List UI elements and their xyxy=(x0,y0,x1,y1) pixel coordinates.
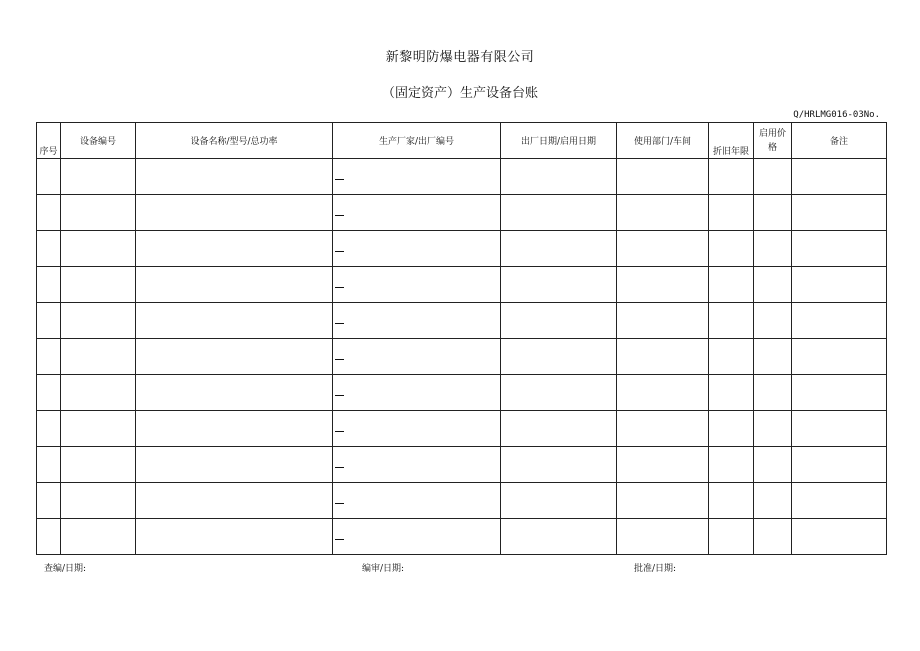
cell-dept xyxy=(617,303,709,339)
cell-dept xyxy=(617,519,709,555)
cell-dept xyxy=(617,447,709,483)
footer-approve-date: 批准/日期: xyxy=(634,564,677,574)
col-header-code: 设备编号 xyxy=(61,123,136,159)
cell-price xyxy=(754,483,792,519)
ledger-title: （固定资产）生产设备台账 xyxy=(381,86,538,101)
cell-name-model xyxy=(136,375,333,411)
col-header-price xyxy=(754,123,792,159)
cell-depreciation xyxy=(709,339,754,375)
cell-name-model xyxy=(136,159,333,195)
cell-maker-serial xyxy=(333,375,501,411)
cell-code xyxy=(61,267,136,303)
cell-dates xyxy=(501,159,617,195)
cell-price xyxy=(754,447,792,483)
cell-remark xyxy=(792,447,887,483)
cell-code xyxy=(61,519,136,555)
cell-dept xyxy=(617,195,709,231)
col-header-depreciation: 折旧年限 xyxy=(709,123,754,159)
cell-dept xyxy=(617,339,709,375)
cell-seq xyxy=(37,519,61,555)
company-name: 新黎明防爆电器有限公司 xyxy=(385,50,535,65)
cell-dept xyxy=(617,375,709,411)
table-row xyxy=(37,195,887,231)
dash-mark xyxy=(335,467,344,469)
dash-mark xyxy=(335,215,344,217)
cell-seq xyxy=(37,159,61,195)
table-row xyxy=(37,375,887,411)
cell-dept xyxy=(617,159,709,195)
col-header-maker-serial: 生产厂家/出厂编号 xyxy=(333,123,501,159)
cell-name-model xyxy=(136,303,333,339)
cell-seq xyxy=(37,375,61,411)
table-row xyxy=(37,519,887,555)
col-header-price-line2: 格 xyxy=(767,142,777,153)
cell-seq xyxy=(37,231,61,267)
cell-maker-serial xyxy=(333,339,501,375)
cell-price xyxy=(754,375,792,411)
cell-depreciation xyxy=(709,195,754,231)
cell-name-model xyxy=(136,483,333,519)
table-row xyxy=(37,267,887,303)
cell-dept xyxy=(617,483,709,519)
cell-price xyxy=(754,411,792,447)
cell-code xyxy=(61,303,136,339)
dash-mark xyxy=(335,395,344,397)
table-row xyxy=(37,231,887,267)
cell-dept xyxy=(617,231,709,267)
cell-code xyxy=(61,159,136,195)
cell-dates xyxy=(501,195,617,231)
cell-price xyxy=(754,231,792,267)
cell-dates xyxy=(501,231,617,267)
footer-check-date: 查编/日期: xyxy=(44,564,87,574)
cell-code xyxy=(61,375,136,411)
cell-price xyxy=(754,519,792,555)
cell-dates xyxy=(501,447,617,483)
cell-name-model xyxy=(136,231,333,267)
cell-depreciation xyxy=(709,519,754,555)
cell-seq xyxy=(37,447,61,483)
cell-maker-serial xyxy=(333,411,501,447)
equipment-ledger-table xyxy=(36,122,887,555)
cell-dates xyxy=(501,483,617,519)
cell-dates xyxy=(501,267,617,303)
cell-name-model xyxy=(136,447,333,483)
cell-maker-serial xyxy=(333,447,501,483)
cell-code xyxy=(61,411,136,447)
col-header-seq: 序号 xyxy=(37,123,61,159)
cell-remark xyxy=(792,159,887,195)
cell-dept xyxy=(617,411,709,447)
cell-depreciation xyxy=(709,483,754,519)
cell-depreciation xyxy=(709,375,754,411)
cell-maker-serial xyxy=(333,195,501,231)
cell-code xyxy=(61,231,136,267)
cell-price xyxy=(754,303,792,339)
cell-name-model xyxy=(136,267,333,303)
col-header-price-line1: 启用价 xyxy=(758,128,786,139)
table-row xyxy=(37,411,887,447)
dash-mark xyxy=(335,287,344,289)
cell-remark xyxy=(792,231,887,267)
col-header-dept: 使用部门/车间 xyxy=(617,123,709,159)
cell-dates xyxy=(501,411,617,447)
cell-dates xyxy=(501,339,617,375)
cell-price xyxy=(754,195,792,231)
cell-dates xyxy=(501,303,617,339)
cell-depreciation xyxy=(709,231,754,267)
cell-maker-serial xyxy=(333,159,501,195)
cell-seq xyxy=(37,339,61,375)
cell-depreciation xyxy=(709,159,754,195)
dash-mark xyxy=(335,359,344,361)
dash-mark xyxy=(335,323,344,325)
cell-price xyxy=(754,339,792,375)
cell-depreciation xyxy=(709,303,754,339)
cell-price xyxy=(754,267,792,303)
cell-code xyxy=(61,483,136,519)
cell-dept xyxy=(617,267,709,303)
cell-maker-serial xyxy=(333,231,501,267)
cell-depreciation xyxy=(709,447,754,483)
cell-remark xyxy=(792,303,887,339)
cell-dates xyxy=(501,375,617,411)
cell-depreciation xyxy=(709,267,754,303)
dash-mark xyxy=(335,251,344,253)
cell-seq xyxy=(37,483,61,519)
cell-code xyxy=(61,447,136,483)
cell-remark xyxy=(792,375,887,411)
col-header-remark: 备注 xyxy=(792,123,887,159)
table-row xyxy=(37,447,887,483)
dash-mark xyxy=(335,503,344,505)
cell-remark xyxy=(792,195,887,231)
cell-name-model xyxy=(136,339,333,375)
dash-mark xyxy=(335,431,344,433)
cell-remark xyxy=(792,267,887,303)
cell-maker-serial xyxy=(333,303,501,339)
cell-code xyxy=(61,195,136,231)
cell-seq xyxy=(37,303,61,339)
cell-name-model xyxy=(136,411,333,447)
footer-compile-date: 编审/日期: xyxy=(362,564,405,574)
table-row xyxy=(37,159,887,195)
cell-seq xyxy=(37,195,61,231)
col-header-dates: 出厂日期/启用日期 xyxy=(501,123,617,159)
cell-remark xyxy=(792,411,887,447)
cell-remark xyxy=(792,483,887,519)
dash-mark xyxy=(335,179,344,181)
cell-price xyxy=(754,159,792,195)
cell-code xyxy=(61,339,136,375)
cell-maker-serial xyxy=(333,483,501,519)
cell-seq xyxy=(37,267,61,303)
cell-name-model xyxy=(136,195,333,231)
cell-dates xyxy=(501,519,617,555)
document-number: Q/HRLMG016-03No. xyxy=(793,110,880,120)
table-header-row xyxy=(37,123,887,159)
cell-name-model xyxy=(136,519,333,555)
cell-maker-serial xyxy=(333,519,501,555)
cell-remark xyxy=(792,519,887,555)
col-header-name-model: 设备名称/型号/总功率 xyxy=(136,123,333,159)
cell-depreciation xyxy=(709,411,754,447)
cell-seq xyxy=(37,411,61,447)
dash-mark xyxy=(335,539,344,541)
cell-maker-serial xyxy=(333,267,501,303)
table-row xyxy=(37,303,887,339)
cell-remark xyxy=(792,339,887,375)
table-row xyxy=(37,339,887,375)
table-row xyxy=(37,483,887,519)
